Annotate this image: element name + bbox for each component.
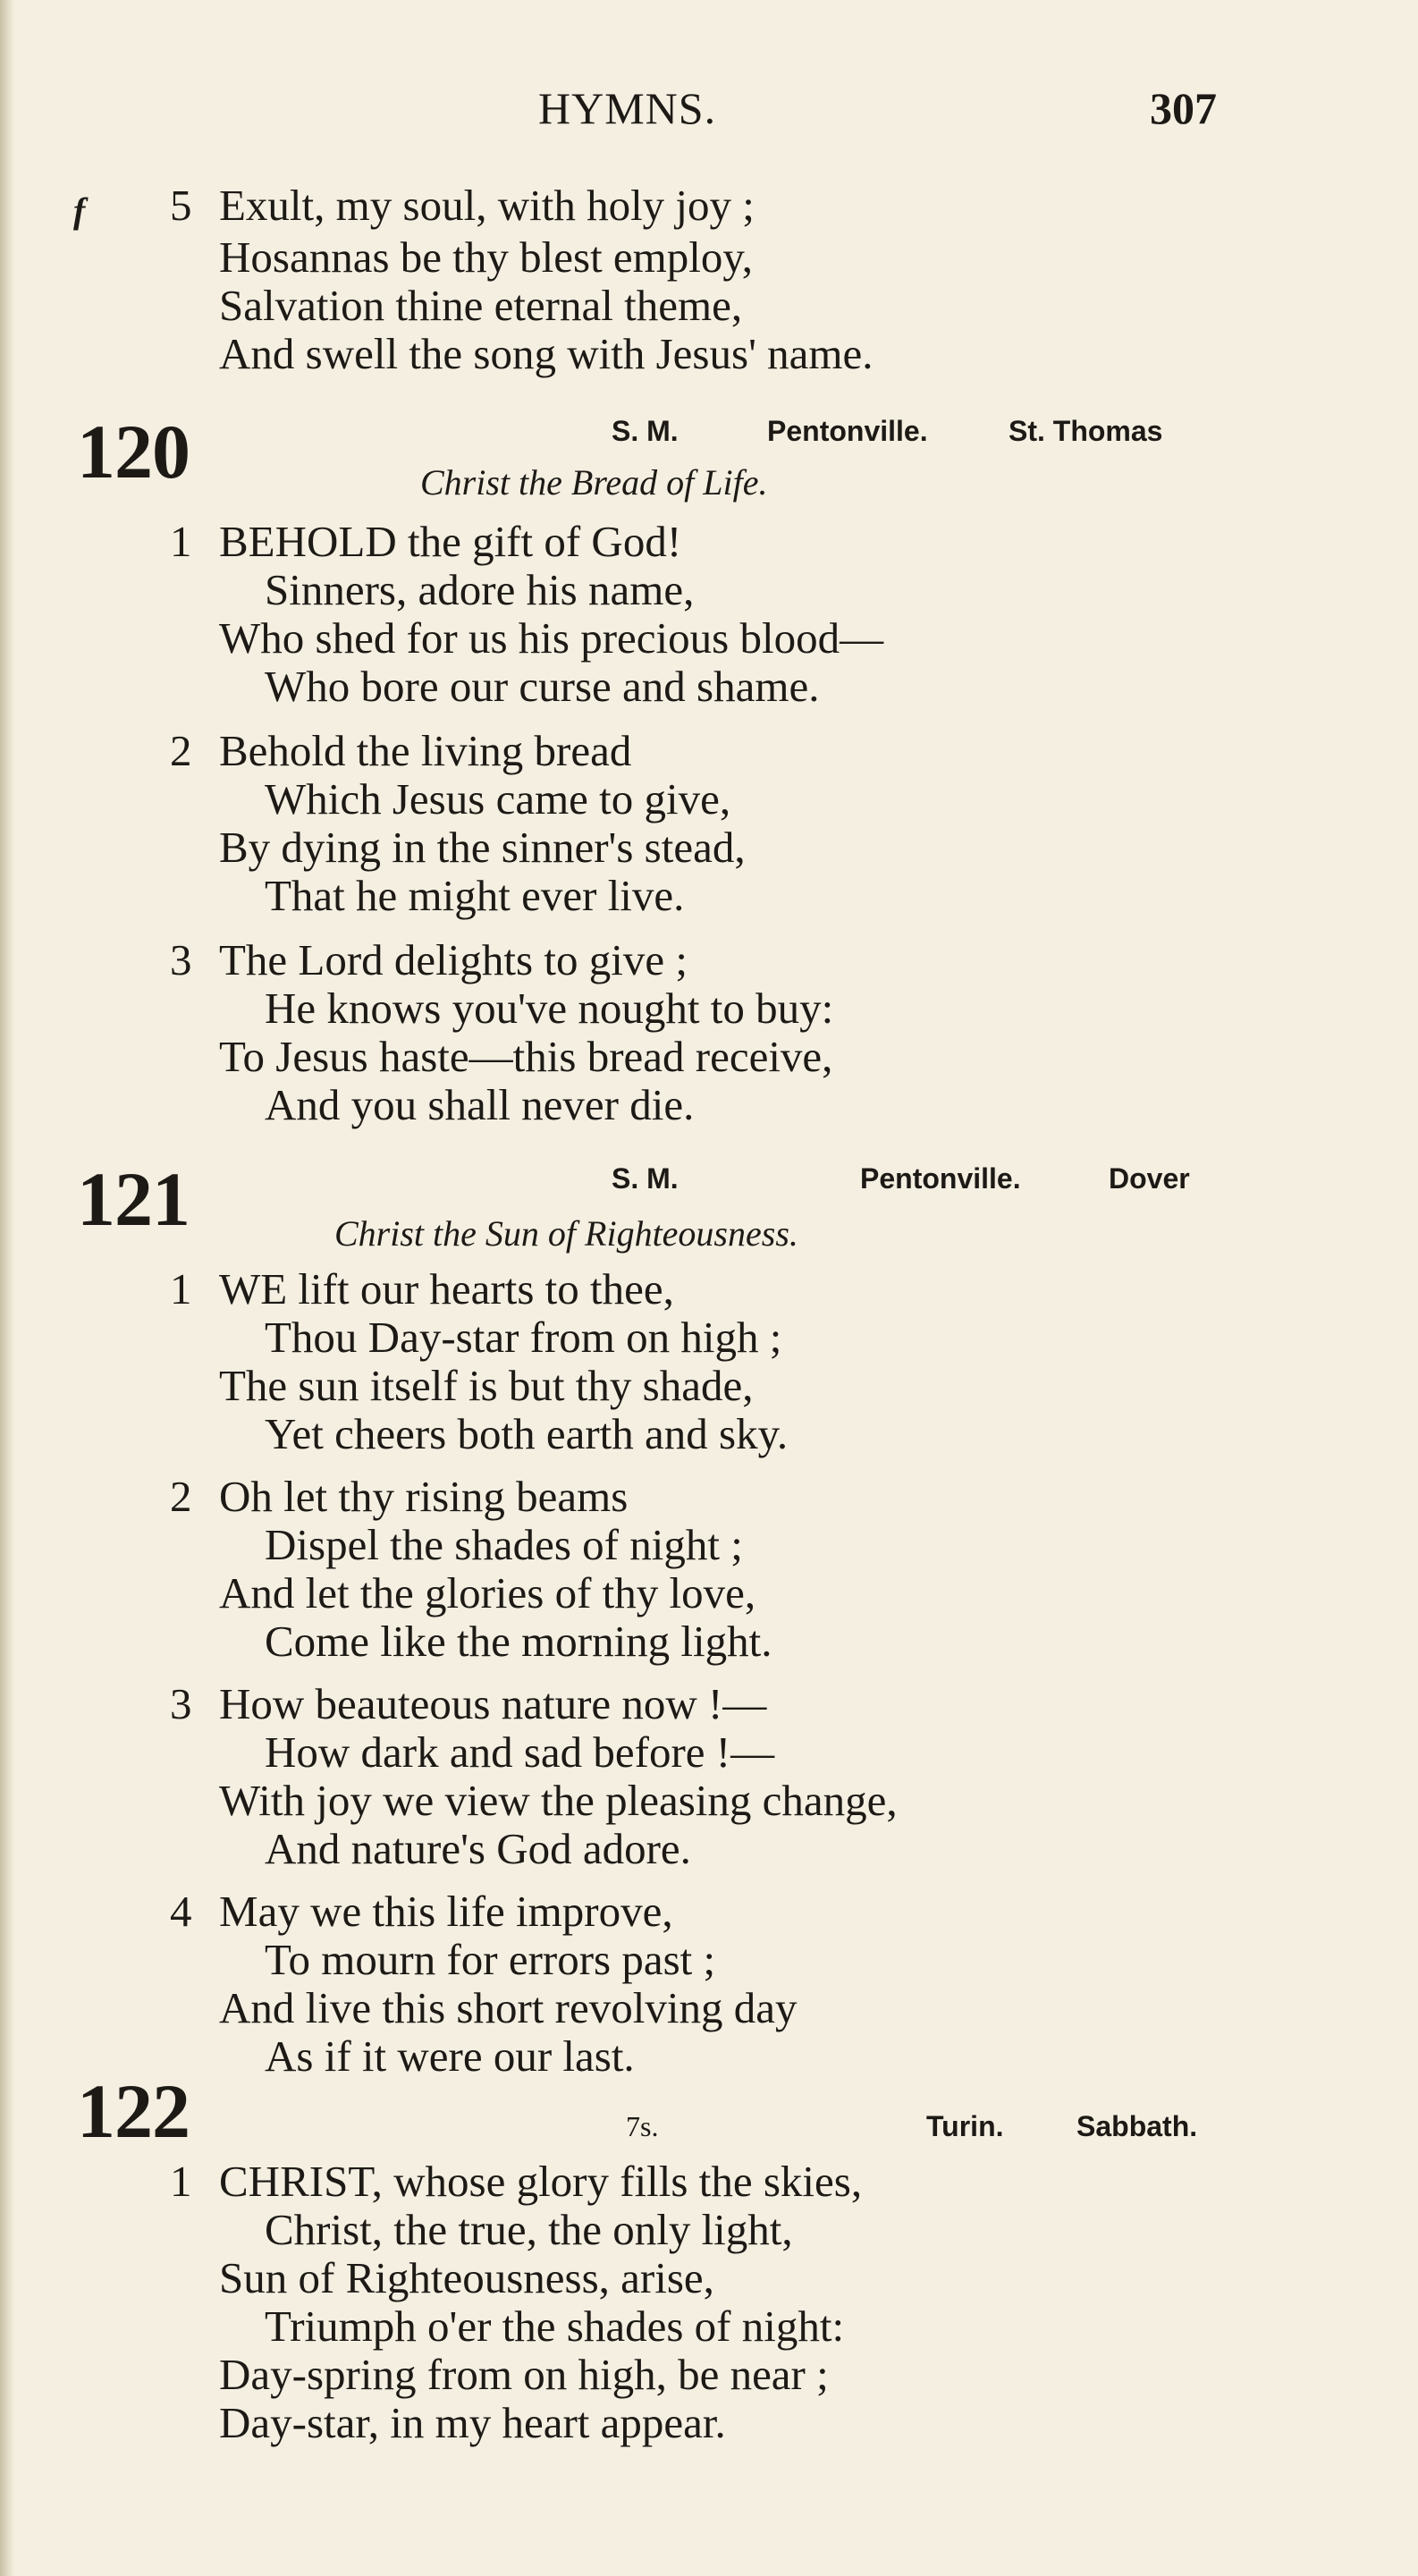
verse-line: Sinners, adore his name, [265, 565, 695, 614]
verse-line: And swell the song with Jesus' name. [219, 329, 874, 378]
verse-line: Yet cheers both earth and sky. [265, 1409, 789, 1458]
verse-line: And nature's God adore. [265, 1824, 691, 1873]
verse-line: Hosannas be thy blest employ, [219, 232, 753, 282]
verse-line: CHRIST, whose glory fills the skies, [219, 2157, 863, 2206]
verse-line: And you shall never die. [265, 1080, 695, 1129]
verse-number: 4 [170, 1887, 192, 1936]
verse-number: 1 [170, 2157, 192, 2206]
verse-line: The Lord delights to give ; [219, 935, 688, 984]
tune-name: Sabbath. [1076, 2110, 1198, 2142]
tune-name: Pentonville. [860, 1162, 1021, 1195]
tune-name: Dover [1109, 1162, 1190, 1195]
verse-line: May we this life improve, [219, 1887, 673, 1936]
verse-line: With joy we view the pleasing change, [219, 1776, 898, 1825]
tune-name: Pentonville. [767, 415, 928, 447]
page-number: 307 [1150, 83, 1217, 133]
verse-line: How beauteous nature now !— [219, 1679, 767, 1728]
verse-line: Christ, the true, the only light, [265, 2205, 793, 2254]
verse-number: 2 [170, 726, 192, 775]
verse-number: 1 [170, 1264, 192, 1313]
verse-line: Who bore our curse and shame. [265, 662, 820, 711]
verse-line: How dark and sad before !— [265, 1727, 775, 1777]
verse-number: 3 [170, 1679, 192, 1728]
verse-line: Thou Day-star from on high ; [265, 1313, 782, 1362]
verse-line: Dispel the shades of night ; [265, 1520, 743, 1569]
verse-line: Triumph o'er the shades of night: [265, 2302, 845, 2351]
tune-name: Turin. [926, 2110, 1004, 2142]
hymn-title: Christ the Sun of Righteousness. [334, 1213, 798, 1254]
verse-line: Who shed for us his precious blood— [219, 613, 884, 663]
verse-line: He knows you've nought to buy: [265, 984, 834, 1033]
verse-line: Behold the living bread [219, 726, 632, 775]
hymn-meter: 7s. [626, 2110, 659, 2142]
verse-number: 2 [170, 1472, 192, 1521]
verse-number: 1 [170, 517, 192, 566]
verse-line: And let the glories of thy love, [219, 1568, 756, 1617]
hymn-meter: S. M. [612, 415, 679, 447]
tune-name: St. Thomas [1009, 415, 1163, 447]
verse-line: Day-spring from on high, be near ; [219, 2350, 829, 2399]
verse-line: WE lift our hearts to thee, [219, 1264, 674, 1313]
running-title: HYMNS. [538, 83, 717, 133]
verse-line: Oh let thy rising beams [219, 1472, 629, 1521]
hymn-number: 120 [77, 409, 190, 494]
verse-line: To mourn for errors past ; [265, 1935, 716, 1984]
hymn-number: 121 [77, 1156, 190, 1242]
verse-line: By dying in the sinner's stead, [219, 823, 746, 872]
verse-line: Which Jesus came to give, [265, 774, 731, 823]
hymn-number: 122 [77, 2068, 190, 2154]
verse-line: The sun itself is but thy shade, [219, 1361, 754, 1410]
page-spine-shadow [0, 0, 14, 2576]
hymn-title: Christ the Bread of Life. [420, 462, 768, 503]
verse-line: That he might ever live. [265, 871, 685, 920]
verse-line: Salvation thine eternal theme, [219, 281, 743, 330]
verse-line: Exult, my soul, with holy joy ; [219, 181, 755, 230]
verse-line: Come like the morning light. [265, 1617, 772, 1666]
verse-line: Sun of Righteousness, arise, [219, 2253, 714, 2302]
verse-line: BEHOLD the gift of God! [219, 517, 682, 566]
dynamics-mark: f [73, 190, 86, 231]
verse-number: 5 [170, 181, 192, 230]
verse-line: Day-star, in my heart appear. [219, 2398, 726, 2447]
hymn-meter: S. M. [612, 1162, 679, 1195]
verse-line: And live this short revolving day [219, 1983, 798, 2032]
verse-line: As if it were our last. [265, 2031, 635, 2081]
verse-line: To Jesus haste—this bread receive, [219, 1032, 833, 1081]
verse-number: 3 [170, 935, 192, 984]
